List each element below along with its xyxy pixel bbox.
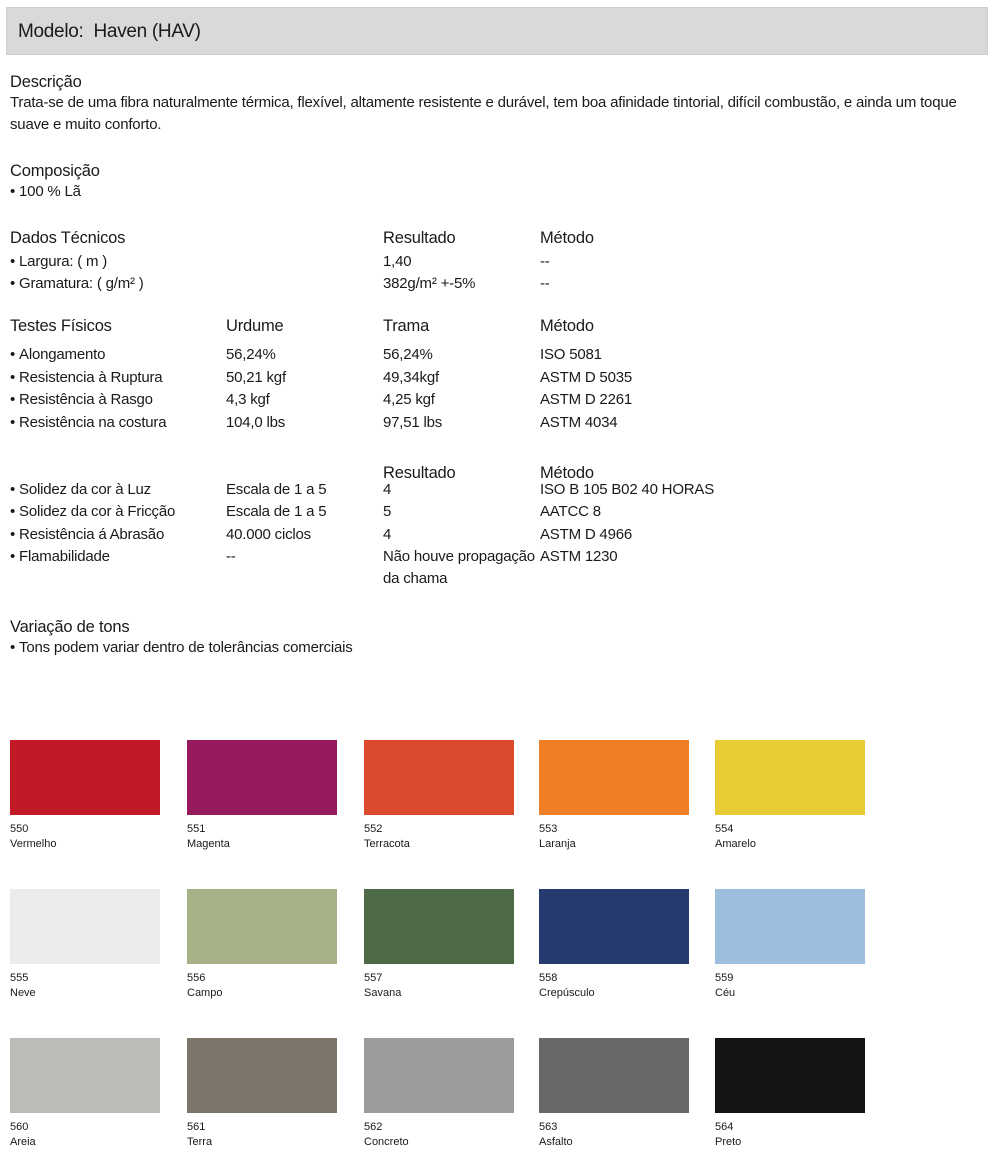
swatch-code: 555: [10, 972, 29, 984]
swatch-name: Crepúsculo: [539, 987, 595, 999]
swatch-code: 562: [364, 1121, 383, 1133]
composicao-title: Composição: [10, 162, 100, 180]
color-swatch: [364, 1038, 514, 1113]
testes-header-trama: Trama: [383, 317, 430, 335]
swatch-name: Neve: [10, 987, 36, 999]
swatch-code: 559: [715, 972, 734, 984]
swatch-code: 564: [715, 1121, 734, 1133]
solidez-header-metodo: Método: [540, 464, 594, 482]
solidez-row-escala: 40.000 ciclos: [226, 526, 311, 543]
solidez-row-escala: Escala de 1 a 5: [226, 481, 327, 498]
dados-row-label: • Largura: ( m ): [10, 251, 107, 273]
testes-row-metodo: ASTM D 2261: [540, 391, 633, 408]
color-swatch: [364, 889, 514, 964]
solidez-header-resultado: Resultado: [383, 464, 456, 482]
swatch-code: 553: [539, 823, 558, 835]
color-swatch: [715, 889, 865, 964]
testes-row-trama: 97,51 lbs: [383, 414, 443, 431]
solidez-row-label: • Solidez da cor à Luz: [10, 479, 151, 501]
solidez-row-metodo: ASTM 1230: [540, 548, 618, 565]
swatch-name: Areia: [10, 1136, 36, 1148]
solidez-row-label: • Solidez da cor à Fricção: [10, 501, 175, 523]
testes-row-urdume: 4,3 kgf: [226, 391, 270, 408]
swatch-code: 558: [539, 972, 558, 984]
color-swatch: [539, 1038, 689, 1113]
testes-row-label: • Resistência à Rasgo: [10, 389, 153, 411]
swatch-code: 550: [10, 823, 29, 835]
testes-row-label: • Resistência na costura: [10, 412, 166, 434]
testes-row-metodo: ASTM 4034: [540, 414, 618, 431]
testes-header-metodo: Método: [540, 317, 594, 335]
solidez-row-metodo: ASTM D 4966: [540, 526, 633, 543]
solidez-row-resultado: 5: [383, 503, 392, 520]
testes-row-trama: 49,34kgf: [383, 369, 439, 386]
descricao-title: Descrição: [10, 73, 82, 91]
swatch-name: Vermelho: [10, 838, 57, 850]
swatch-name: Terracota: [364, 838, 410, 850]
testes-row-label: • Alongamento: [10, 344, 105, 366]
color-swatch: [539, 889, 689, 964]
header-bar: [6, 7, 988, 55]
testes-row-label: • Resistencia à Ruptura: [10, 367, 162, 389]
color-swatch: [715, 740, 865, 815]
color-swatch: [715, 1038, 865, 1113]
swatch-name: Campo: [187, 987, 223, 999]
solidez-row-resultado: 4: [383, 481, 392, 498]
composicao-item: • 100 % Lã: [10, 181, 81, 203]
testes-header-label: Testes Físicos: [10, 317, 112, 335]
swatch-name: Terra: [187, 1136, 213, 1148]
descricao-text: Trata-se de uma fibra naturalmente térmica, flexível, altamente resistente e durável, tem boa afinidade tintorial, difícil combustão, e ainda um toque suave e muito conforto.: [10, 94, 957, 133]
header-title: [18, 21, 201, 43]
testes-header-urdume: Urdume: [226, 317, 284, 335]
swatch-name: Savana: [364, 987, 402, 999]
swatch-code: 552: [364, 823, 383, 835]
swatch-name: Magenta: [187, 838, 230, 850]
swatch-code: 554: [715, 823, 734, 835]
dados-row-resultado: 1,40: [383, 253, 412, 270]
testes-row-trama: 56,24%: [383, 346, 433, 363]
testes-row-metodo: ISO 5081: [540, 346, 602, 363]
solidez-row-label: • Resistência á Abrasão: [10, 524, 164, 546]
header-label: Modelo:: [18, 21, 84, 42]
swatch-name: Laranja: [539, 838, 576, 850]
testes-row-urdume: 104,0 lbs: [226, 414, 286, 431]
color-swatch: [10, 889, 160, 964]
swatch-name: Amarelo: [715, 838, 756, 850]
color-swatch: [187, 1038, 337, 1113]
color-swatch: [364, 740, 514, 815]
dados-header-resultado: Resultado: [383, 229, 456, 247]
color-swatch: [10, 1038, 160, 1113]
color-swatch: [10, 740, 160, 815]
swatch-name: Concreto: [364, 1136, 409, 1148]
swatch-code: 551: [187, 823, 206, 835]
swatch-code: 561: [187, 1121, 206, 1133]
solidez-row-escala: --: [226, 548, 236, 565]
testes-row-urdume: 50,21 kgf: [226, 369, 286, 386]
solidez-row-label: • Flamabilidade: [10, 546, 110, 568]
variacao-title: Variação de tons: [10, 618, 130, 636]
solidez-row-metodo: AATCC 8: [540, 503, 601, 520]
swatch-name: Preto: [715, 1136, 742, 1148]
solidez-row-metodo: ISO B 105 B02 40 HORAS: [540, 481, 715, 498]
dados-row-metodo: --: [540, 275, 550, 292]
variacao-item: • Tons podem variar dentro de tolerâncias comerciais: [10, 637, 353, 659]
color-swatch: [539, 740, 689, 815]
color-swatch: [187, 889, 337, 964]
solidez-row-resultado: Não houve propagação da chama: [383, 548, 535, 587]
swatch-name: Céu: [715, 987, 736, 999]
model-name: Haven (HAV): [93, 21, 201, 42]
dados-row-resultado: 382g/m² +-5%: [383, 275, 476, 292]
dados-row-metodo: --: [540, 253, 550, 270]
testes-row-metodo: ASTM D 5035: [540, 369, 633, 386]
dados-row-label: • Gramatura: ( g/m² ): [10, 273, 144, 295]
swatch-name: Asfalto: [539, 1136, 573, 1148]
swatch-code: 560: [10, 1121, 29, 1133]
swatch-code: 557: [364, 972, 383, 984]
color-swatch: [187, 740, 337, 815]
solidez-row-escala: Escala de 1 a 5: [226, 503, 327, 520]
swatch-code: 556: [187, 972, 206, 984]
testes-row-urdume: 56,24%: [226, 346, 276, 363]
testes-row-trama: 4,25 kgf: [383, 391, 435, 408]
solidez-row-resultado: 4: [383, 526, 392, 543]
dados-header-label: Dados Técnicos: [10, 229, 126, 247]
swatch-code: 563: [539, 1121, 558, 1133]
dados-header-metodo: Método: [540, 229, 594, 247]
